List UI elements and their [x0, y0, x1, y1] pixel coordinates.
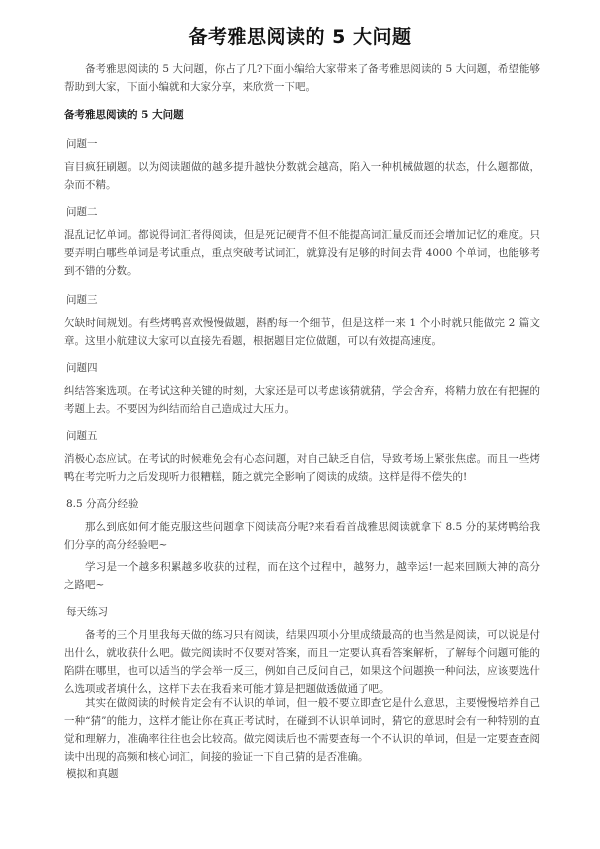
section-title: 备考雅思阅读的 5 大问题 [64, 109, 184, 121]
problem-3-heading: 问题三 [66, 294, 98, 306]
problem-5-text: 消极心态应试。在考试的时候难免会有心态问题，对自己缺乏自信，导致考场上紧张焦虑。而且一些烤鸭在考完听力之后发现听力很糟糕，随之就完全影响了阅读的成绩。这样是得不偿失的! [64, 453, 540, 483]
problem-1-text: 盲目疯狂刷题。以为阅读题做的越多提升越快分数就会越高，陷入一种机械做题的状态，什么题都做，杂而不精。 [64, 161, 540, 191]
experience-paragraph-2: 学习是一个越多积累越多收获的过程，而在这个过程中，越努力，越幸运!一起来回顾大神的高分之路吧~ [64, 561, 540, 591]
daily-practice-paragraph-2: 其实在做阅读的时候肯定会有不认识的单词，但一般不要立即查它是什么意思，主要慢慢培养自己一种“猜”的能力，这样才能让你在真正考试时，在碰到不认识单词时，猜它的意思时会有一种特别的直觉和理解力，准确率往往也会比较高。做完阅读后也不需要查每一个不认识的单词，但是一定要查查阅读中出现的高频和核心词汇，间接的验证一下自己猜的是否准确。 [64, 697, 540, 763]
daily-practice-heading: 每天练习 [66, 606, 108, 618]
problem-2-text: 混乱记忆单词。都说得词汇者得阅读，但是死记硬背不但不能提高词汇量反而还会增加记忆的难度。只要弄明白哪些单词是考试重点，重点突破考试词汇，就算没有足够的时间去背 4000 个单词，也能够考到不错的分数。 [64, 229, 540, 277]
intro-paragraph: 备考雅思阅读的 5 大问题，你占了几?下面小编给大家带来了备考雅思阅读的 5 大问题，希望能够帮助到大家，下面小编就和大家分享，来欣赏一下吧。 [64, 63, 540, 93]
problem-1-heading: 问题一 [66, 138, 98, 150]
experience-paragraph-1: 那么到底如何才能克服这些问题拿下阅读高分呢?来看看首战雅思阅读就拿下 8.5 分的某烤鸭给我们分享的高分经验吧~ [64, 521, 540, 551]
problem-3-text: 欠缺时间规划。有些烤鸭喜欢慢慢做题，斟酌每一个细节，但是这样一来 1 个小时就只能做完 2 篇文章。这里小航建议大家可以直接先看题，根据题目定位做题，可以有效提高速度。 [64, 317, 540, 347]
problem-2-heading: 问题二 [66, 206, 98, 218]
page-title: 备考雅思阅读的 5 大问题 [188, 26, 412, 48]
experience-heading: 8.5 分高分经验 [66, 498, 139, 510]
problem-4-heading: 问题四 [66, 362, 98, 374]
problem-4-text: 纠结答案选项。在考试这种关键的时刻，大家还是可以考虑该猜就猜，学会舍弃，将精力放在有把握的考题上去。不要因为纠结而给自己造成过大压力。 [64, 385, 540, 415]
daily-practice-paragraph-1: 备考的三个月里我每天做的练习只有阅读，结果四项小分里成绩最高的也当然是阅读，可以说是付出什么，就收获什么吧。做完阅读时不仅要对答案，而且一定要认真看答案解析，了解每个问题可能的陷阱在哪里，也可以适当的学会举一反三，例如自己反问自己，如果这个问题换一种问法，应该要选什么选项或者填什么，这样下去在我看来可能才算是把题做透做通了吧。 [64, 629, 540, 695]
problem-5-heading: 问题五 [66, 430, 98, 442]
mock-test-heading: 模拟和真题 [66, 768, 119, 780]
